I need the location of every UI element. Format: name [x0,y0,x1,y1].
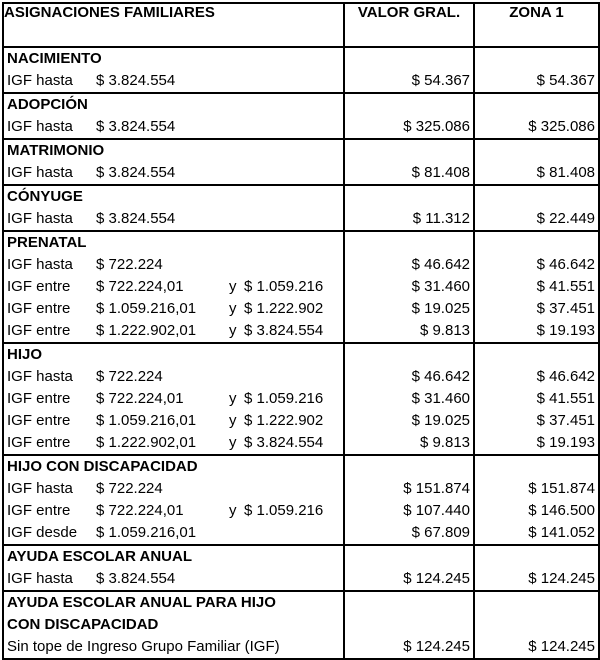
section-title: PRENATAL [7,234,87,251]
zone-value: $ 19.193 [536,434,595,451]
description-cell [3,185,344,231]
income-range [4,116,343,138]
income-to: $ 3.824.554 [244,322,324,339]
general-value: $ 46.642 [411,256,470,273]
section-row [3,139,599,185]
general-value-cell [344,231,474,343]
spacer [475,456,598,478]
zone-value: $ 37.451 [536,412,595,429]
income-from: $ 1.059.216,01 [96,300,197,317]
income-from: $ 3.824.554 [96,72,176,89]
spacer [475,344,598,366]
income-range [4,70,343,92]
spacer [475,48,598,70]
zone-value-cell [474,93,599,139]
spacer [475,232,598,254]
spacer [345,186,473,208]
income-label: IGF hasta [7,256,73,273]
income-label: IGF hasta [7,570,73,587]
spacer [345,592,473,614]
zone-value: $ 19.193 [536,322,595,339]
section-title: CÓNYUGE [7,188,83,205]
section-title: NACIMIENTO [7,50,102,67]
spacer [345,344,473,366]
income-from: $ 722.224,01 [96,502,184,519]
spacer [475,186,598,208]
zone-value: $ 124.245 [528,570,595,587]
general-value-cell [344,545,474,591]
range-conjunction: y [229,278,237,295]
range-conjunction: y [229,502,237,519]
income-label: IGF entre [7,390,71,407]
description-cell [3,139,344,185]
income-from: $ 3.824.554 [96,210,176,227]
range-conjunction: y [229,412,237,429]
general-value: $ 9.813 [419,434,470,451]
general-value: $ 11.312 [412,210,470,227]
zone-value: $ 41.551 [536,390,595,407]
spacer [345,232,473,254]
zone-value: $ 151.874 [528,480,595,497]
zone-value-cell [474,545,599,591]
description-cell [3,231,344,343]
income-from: $ 3.824.554 [96,570,176,587]
header-allowances: ASIGNACIONES FAMILIARES [3,3,344,47]
general-value: $ 19.025 [411,412,470,429]
section-row [3,455,599,545]
income-label: IGF entre [7,434,71,451]
zone-value-cell [474,185,599,231]
zone-value: $ 41.551 [536,278,595,295]
description-cell [3,93,344,139]
zone-value-cell [474,47,599,93]
general-value: $ 81.408 [411,164,470,181]
zone-value: $ 46.642 [536,256,595,273]
zone-value: $ 124.245 [528,638,595,655]
section-row [3,47,599,93]
header-row [3,3,599,47]
general-value-cell [344,455,474,545]
general-value: $ 19.025 [411,300,470,317]
section-title: AYUDA ESCOLAR ANUAL PARA HIJO [7,594,276,611]
description-cell [3,343,344,455]
income-condition: Sin tope de Ingreso Grupo Familiar (IGF) [7,638,280,655]
income-to: $ 1.222.902 [244,300,324,317]
general-value: $ 9.813 [419,322,470,339]
general-value: $ 124.245 [403,570,470,587]
income-range [4,500,343,522]
income-range [4,388,343,410]
general-value-cell [344,185,474,231]
income-label: IGF desde [7,524,78,541]
allowances-table [2,2,600,660]
spacer [345,546,473,568]
income-range [4,636,343,658]
zone-value-cell [474,231,599,343]
income-range [4,298,343,320]
spacer [345,614,473,636]
zone-value-cell [474,343,599,455]
section-title: ADOPCIÓN [7,96,88,113]
section-title: HIJO [7,346,43,363]
income-range [4,162,343,184]
header-general-value: VALOR GRAL. [344,3,474,47]
zone-value-cell [474,591,599,659]
zone-value: $ 325.086 [528,118,595,135]
income-label: IGF hasta [7,72,73,89]
income-range [4,366,343,388]
range-conjunction: y [229,434,237,451]
income-label: IGF hasta [7,368,73,385]
income-label: IGF hasta [7,118,73,135]
income-from: $ 722.224,01 [96,278,184,295]
spacer [475,94,598,116]
zone-value: $ 141.052 [528,524,595,541]
spacer [475,614,598,636]
spacer [345,140,473,162]
section-row [3,185,599,231]
general-value: $ 54.367 [411,72,470,89]
general-value: $ 67.809 [411,524,470,541]
income-range [4,276,343,298]
income-from: $ 3.824.554 [96,118,176,135]
income-from: $ 722.224 [96,256,163,273]
income-from: $ 722.224,01 [96,390,184,407]
description-cell [3,545,344,591]
section-row [3,93,599,139]
general-value-cell [344,591,474,659]
general-value-cell [344,139,474,185]
income-range [4,320,343,342]
income-range [4,410,343,432]
income-label: IGF entre [7,502,71,519]
zone-value: $ 146.500 [528,502,595,519]
income-from: $ 1.222.902,01 [96,434,197,451]
header-zone-1: ZONA 1 [474,3,599,47]
income-label: IGF entre [7,322,71,339]
income-range [4,432,343,454]
spacer [345,456,473,478]
spacer [475,592,598,614]
income-range [4,478,343,500]
description-cell [3,455,344,545]
income-to: $ 1.059.216 [244,502,324,519]
section-title: MATRIMONIO [7,142,105,159]
zone-value: $ 81.408 [536,164,595,181]
income-label: IGF hasta [7,480,73,497]
general-value: $ 124.245 [403,638,470,655]
general-value: $ 46.642 [411,368,470,385]
zone-value: $ 46.642 [536,368,595,385]
income-from: $ 722.224 [96,368,163,385]
income-label: IGF entre [7,300,71,317]
general-value: $ 107.440 [403,502,470,519]
general-value: $ 325.086 [403,118,470,135]
description-cell [3,591,344,659]
general-value: $ 31.460 [411,390,470,407]
income-range [4,208,343,230]
zone-value-cell [474,455,599,545]
zone-value: $ 22.449 [536,210,595,227]
income-range [4,522,343,544]
spacer [475,140,598,162]
section-row [3,343,599,455]
spacer [475,546,598,568]
general-value-cell [344,47,474,93]
section-row [3,591,599,659]
spacer [345,94,473,116]
section-title: HIJO CON DISCAPACIDAD [7,458,198,475]
range-conjunction: y [229,300,237,317]
range-conjunction: y [229,322,237,339]
spacer [345,48,473,70]
general-value: $ 151.874 [403,480,470,497]
section-row [3,545,599,591]
section-title: AYUDA ESCOLAR ANUAL [7,548,193,565]
section-title: CON DISCAPACIDAD [7,616,159,633]
zone-value-cell [474,139,599,185]
income-from: $ 1.059.216,01 [96,412,197,429]
income-label: IGF hasta [7,210,73,227]
income-from: $ 722.224 [96,480,163,497]
range-conjunction: y [229,390,237,407]
income-from: $ 3.824.554 [96,164,176,181]
section-row [3,231,599,343]
income-label: IGF entre [7,278,71,295]
income-to: $ 1.059.216 [244,390,324,407]
income-from: $ 1.222.902,01 [96,322,197,339]
income-label: IGF hasta [7,164,73,181]
income-range [4,568,343,590]
income-to: $ 1.222.902 [244,412,324,429]
description-cell [3,47,344,93]
income-from: $ 1.059.216,01 [96,524,197,541]
general-value-cell [344,93,474,139]
zone-value: $ 54.367 [536,72,595,89]
zone-value: $ 37.451 [536,300,595,317]
income-label: IGF entre [7,412,71,429]
general-value: $ 31.460 [411,278,470,295]
income-range [4,254,343,276]
general-value-cell [344,343,474,455]
income-to: $ 1.059.216 [244,278,324,295]
income-to: $ 3.824.554 [244,434,324,451]
